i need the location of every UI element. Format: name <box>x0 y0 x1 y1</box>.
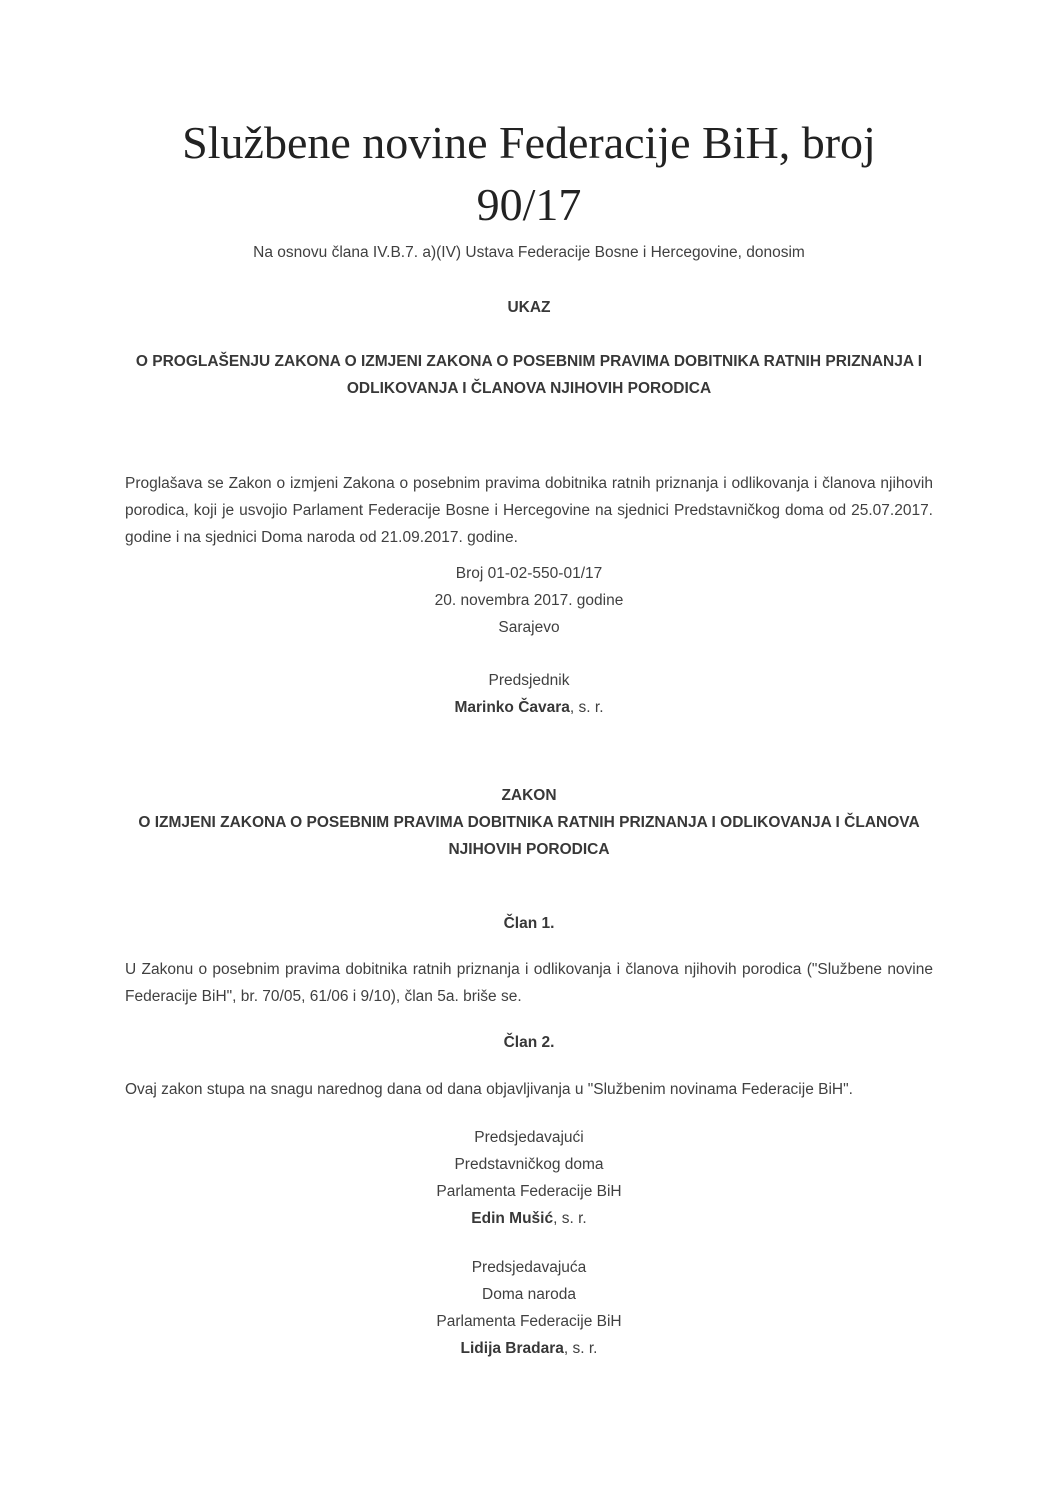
signature1-name: Edin Mušić <box>471 1210 554 1227</box>
house-of-peoples-signature-block <box>125 1254 933 1362</box>
signature2-org-line1: Doma naroda <box>482 1286 576 1303</box>
ukaz-heading: UKAZ <box>507 299 551 316</box>
signature2-name-suffix: , s. r. <box>563 1340 598 1357</box>
ukaz-subject: O PROGLAŠENJU ZAKONA O IZMJENI ZAKONA O POSEBNIM PRAVIMA DOBITNIKA RATNIH PRIZNANJA I ODLIKOVANJA I ČLANOVA NJIHOVIH PORODICA <box>135 353 923 397</box>
article-1-heading: Član 1. <box>503 915 555 932</box>
page-title <box>125 112 933 236</box>
decree-date: 20. novembra 2017. godine <box>434 592 624 609</box>
signature1-org-line1: Predstavničkog doma <box>454 1156 604 1173</box>
signature1-role: Predsjedavajući <box>474 1129 584 1146</box>
president-signature-block <box>125 667 933 721</box>
article-1-body: U Zakonu o posebnim pravima dobitnika ratnih priznanja i odlikovanja i članova njihovih porodica ("Službene novine Federacije BiH", br. 70/05, 61/06 i 9/10), član 5a. briše se. <box>125 961 933 1005</box>
zakon-heading: ZAKON <box>501 787 557 804</box>
signature1-org-line2: Parlamenta Federacije BiH <box>436 1183 622 1200</box>
house-of-representatives-signature-block <box>125 1124 933 1232</box>
signature1-name-suffix: , s. r. <box>553 1210 587 1227</box>
signature2-org-line2: Parlamenta Federacije BiH <box>436 1313 622 1330</box>
proclamation-paragraph: Proglašava se Zakon o izmjeni Zakona o posebnim pravima dobitnika ratnih priznanja i odlikovanja i članova njihovih porodica, koji je usvojio Parlament Federacije Bosne i Hercegovine na sjednici Predstavničkog doma od 25.07.2017. godine i na sjednici Doma naroda od 21.09.2017. godine. <box>125 475 933 546</box>
president-name: Marinko Čavara <box>454 699 570 716</box>
page-title-line1: Službene novine Federacije BiH, broj <box>182 117 876 168</box>
zakon-subject: O IZMJENI ZAKONA O POSEBNIM PRAVIMA DOBITNIKA RATNIH PRIZNANJA I ODLIKOVANJA I ČLANOVA NJIHOVIH PORODICA <box>138 814 920 858</box>
page-title-line2: 90/17 <box>476 179 582 230</box>
president-name-suffix: , s. r. <box>569 699 604 716</box>
president-role: Predsjednik <box>488 672 570 689</box>
signature2-name-line <box>125 1335 933 1362</box>
decree-number: Broj 01-02-550-01/17 <box>455 565 603 582</box>
decree-place: Sarajevo <box>498 619 560 636</box>
signature2-role: Predsjedavajuća <box>471 1259 587 1276</box>
article-2-body: Ovaj zakon stupa na snagu narednog dana od dana objavljivanja u "Službenim novinama Federacije BiH". <box>125 1081 853 1098</box>
president-name-line <box>125 694 933 721</box>
signature1-name-line <box>125 1205 933 1232</box>
constitutional-basis-line: Na osnovu člana IV.B.7. a)(IV) Ustava Federacije Bosne i Hercegovine, donosim <box>253 244 805 261</box>
signature2-name: Lidija Bradara <box>460 1340 564 1357</box>
article-2-heading: Član 2. <box>503 1034 555 1051</box>
decree-meta-block <box>125 560 933 641</box>
